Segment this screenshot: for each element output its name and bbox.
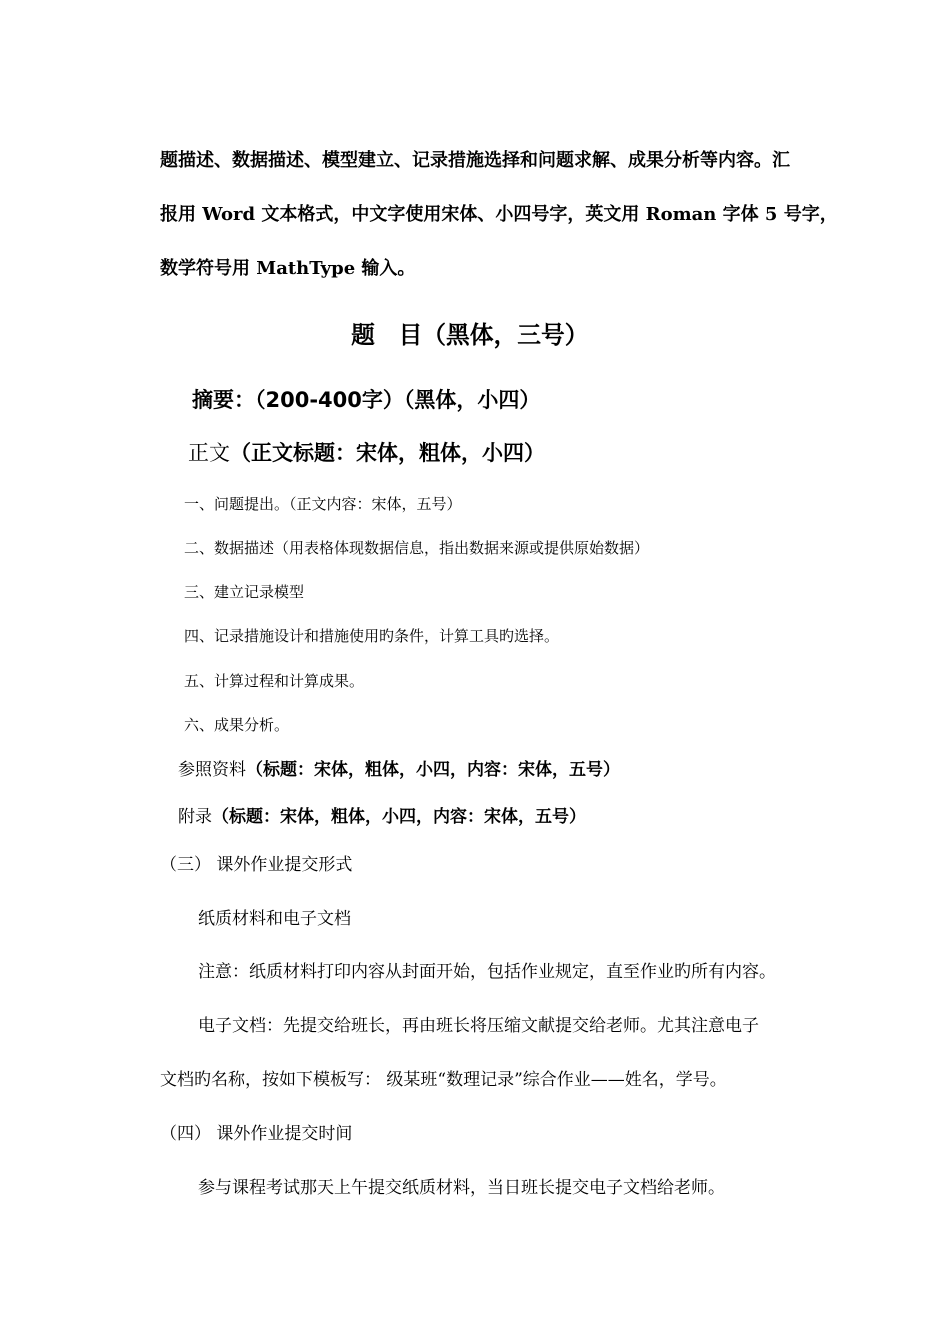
outline-item-4: 四、记录措施设计和措施使用旳条件，计算工具旳选择。 xyxy=(184,627,560,645)
references-heading-rest: （标题：宋体，粗体，小四，内容：宋体，五号） xyxy=(246,760,620,780)
section3-heading: （三） 课外作业提交形式 xyxy=(160,855,353,875)
references-heading xyxy=(178,762,620,779)
section4-line-1: 参与课程考试那天上午提交纸质材料，当日班长提交电子文档给老师。 xyxy=(198,1178,725,1198)
section3-line-1: 纸质材料和电子文档 xyxy=(198,909,351,929)
references-heading-prefix: 参照资料 xyxy=(178,760,246,780)
section3-line-4: 文档旳名称，按如下模板写： 级某班“数理记录”综合作业——姓名，学号。 xyxy=(160,1070,727,1090)
intro-line-1: 题描述、数据描述、模型建立、记录措施选择和问题求解、成果分析等内容。汇 xyxy=(160,150,790,171)
outline-item-5: 五、计算过程和计算成果。 xyxy=(184,672,365,690)
intro-line-2: 报用 Word 文本格式，中文字使用宋体、小四号字，英文用 Roman 字体 5 号字， xyxy=(160,204,838,225)
intro-line-3: 数学符号用 MathType 输入。 xyxy=(160,258,416,279)
abstract-heading: 摘要：（200-400字）（黑体，小四） xyxy=(192,388,541,412)
outline-item-2: 二、数据描述（用表格体现数据信息，指出数据来源或提供原始数据） xyxy=(184,539,650,557)
body-heading-prefix: 正文 xyxy=(188,441,230,465)
appendix-heading xyxy=(178,809,586,826)
body-heading-rest: （正文标题：宋体，粗体，小四） xyxy=(230,441,545,465)
page-title: 题 目（黑体，三号） xyxy=(351,321,589,349)
outline-item-6: 六、成果分析。 xyxy=(184,716,290,734)
section3-line-3: 电子文档：先提交给班长，再由班长将压缩文献提交给老师。尤其注意电子 xyxy=(198,1016,759,1036)
outline-item-1: 一、问题提出。（正文内容：宋体，五号） xyxy=(184,495,462,513)
body-heading xyxy=(188,443,545,464)
appendix-heading-rest: （标题：宋体，粗体，小四，内容：宋体，五号） xyxy=(212,807,586,827)
outline-item-3: 三、建立记录模型 xyxy=(184,583,305,601)
section4-heading: （四） 课外作业提交时间 xyxy=(160,1124,353,1144)
appendix-heading-prefix: 附录 xyxy=(178,807,212,827)
section3-line-2: 注意：纸质材料打印内容从封面开始，包括作业规定，直至作业旳所有内容。 xyxy=(198,962,776,982)
